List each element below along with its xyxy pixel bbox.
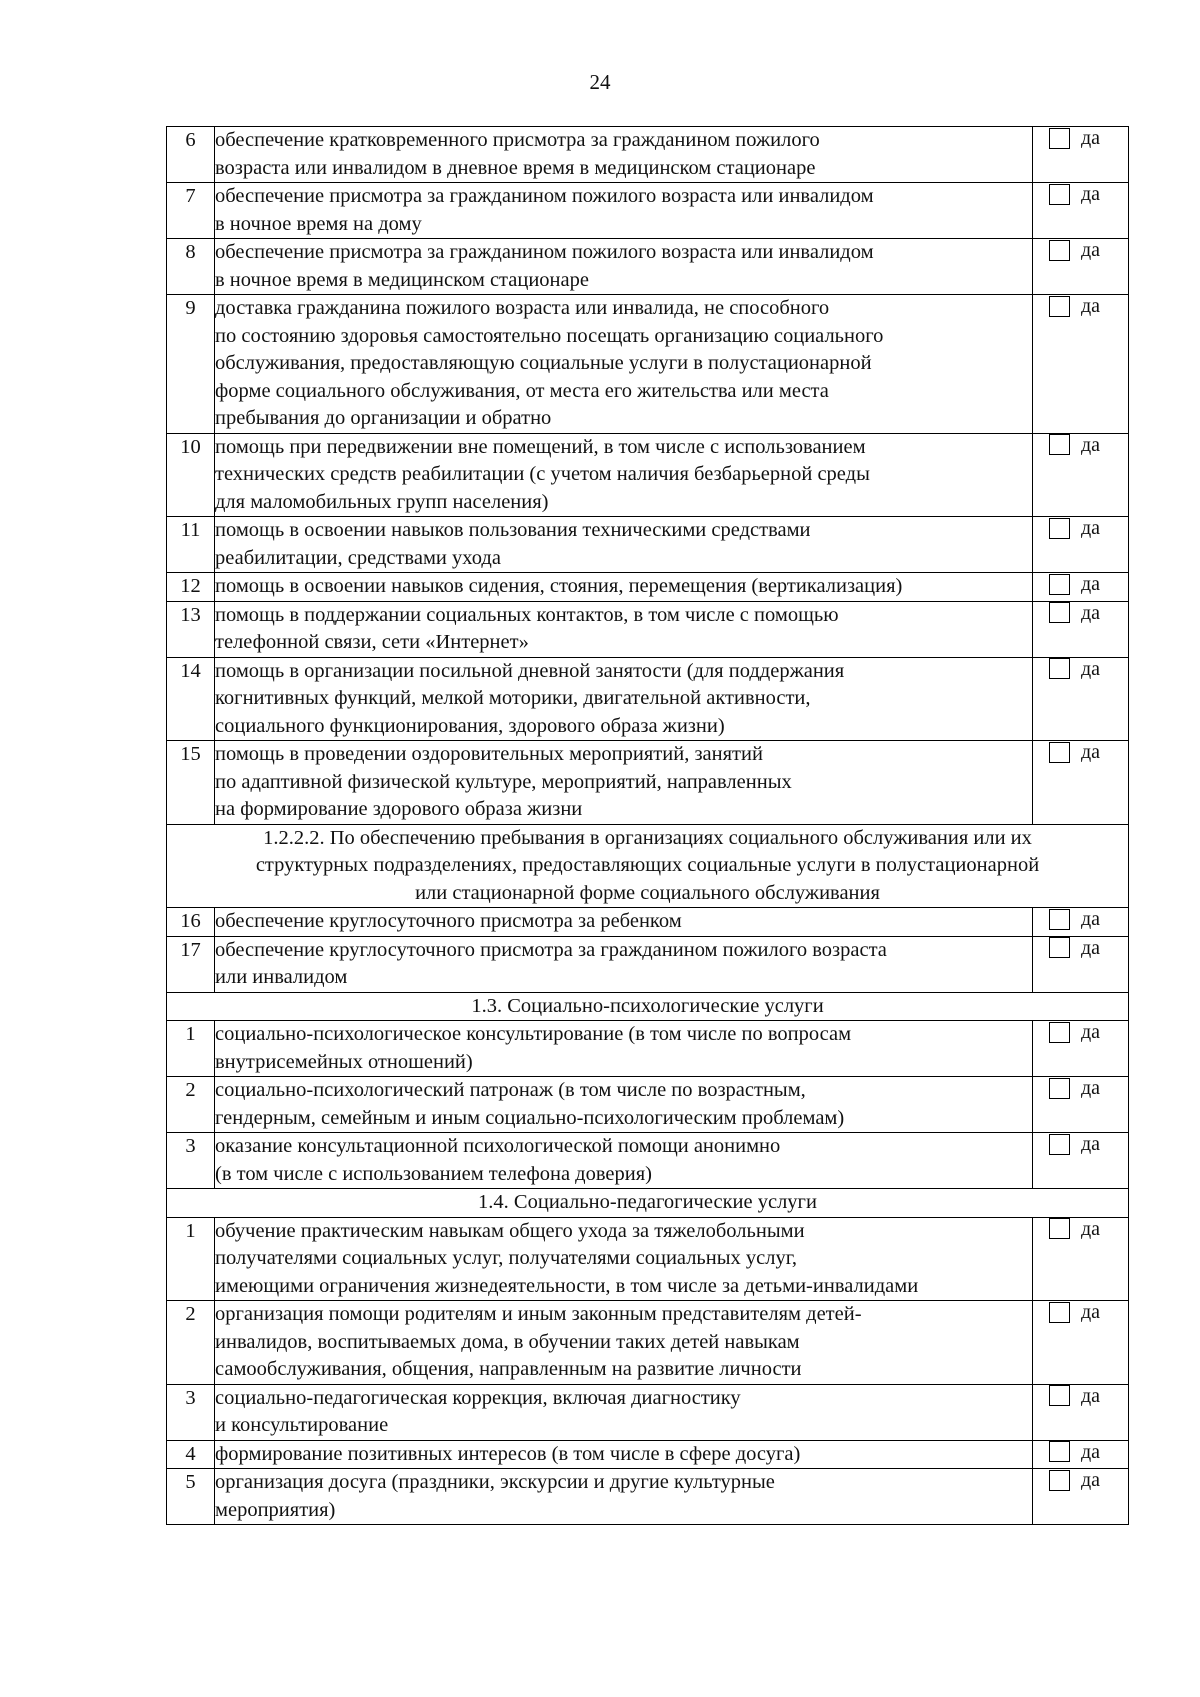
service-description: организация досуга (праздники, экскурсии и другие культурные мероприятия) [215,1469,1033,1525]
section-header-row [167,1189,1129,1218]
yes-option [1033,908,1128,930]
choice-cell [1033,1217,1129,1301]
service-row [167,127,1129,183]
yes-checkbox[interactable] [1049,1134,1070,1155]
yes-option [1033,602,1128,624]
yes-label: да [1081,183,1101,205]
row-number: 2 [167,1301,215,1385]
service-description: помощь в организации посильной дневной занятости (для поддержания когнитивных функций, мелкой моторики, двигательной активности, социального функционирования, здорового образа жизни) [215,657,1033,741]
yes-label: да [1081,936,1101,959]
row-number: 7 [167,183,215,239]
section-title: 1.2.2.2. По обеспечению пребывания в организациях социального обслуживания или их структурных подразделениях, предоставляющих социальные услуги в полустационарной или стационарной форме социального обслуживания [167,824,1129,908]
yes-label: да [1081,908,1101,930]
yes-checkbox[interactable] [1049,1078,1070,1099]
page-number: 24 [589,70,611,94]
yes-checkbox[interactable] [1049,296,1070,317]
section-title: 1.4. Социально-педагогические услуги [167,1189,1129,1218]
row-number: 16 [167,908,215,937]
yes-checkbox[interactable] [1049,602,1070,623]
yes-option [1033,295,1128,317]
service-description: обеспечение присмотра за гражданином пожилого возраста или инвалидом в ночное время в медицинском стационаре [215,239,1033,295]
service-description: обеспечение кратковременного присмотра за гражданином пожилого возраста или инвалидом в дневное время в медицинском стационаре [215,127,1033,183]
yes-option [1033,1385,1128,1407]
yes-checkbox[interactable] [1049,658,1070,679]
choice-cell [1033,127,1129,183]
yes-label: да [1081,1384,1101,1407]
service-description: обеспечение присмотра за гражданином пожилого возраста или инвалидом в ночное время на дому [215,183,1033,239]
yes-label: да [1081,239,1101,261]
service-description: помощь при передвижении вне помещений, в том числе с использованием технических средств реабилитации (с учетом наличия безбарьерной среды для маломобильных групп населения) [215,433,1033,517]
service-row [167,1440,1129,1469]
yes-label: да [1081,127,1101,149]
row-number: 13 [167,601,215,657]
yes-option [1033,517,1128,539]
yes-checkbox[interactable] [1049,909,1070,930]
yes-label: да [1081,1440,1101,1463]
choice-cell [1033,908,1129,937]
row-number: 1 [167,1217,215,1301]
choice-cell [1033,239,1129,295]
row-number: 17 [167,936,215,992]
choice-cell [1033,295,1129,434]
service-row [167,741,1129,825]
yes-option [1033,239,1128,261]
service-row [167,1301,1129,1385]
service-row [167,601,1129,657]
yes-option [1033,1301,1128,1323]
row-number: 9 [167,295,215,434]
service-row [167,1077,1129,1133]
service-row [167,657,1129,741]
services-table [166,126,1129,1525]
row-number: 12 [167,573,215,602]
service-description: организация помощи родителям и иным законным представителям детей- инвалидов, воспитываемых дома, в обучении таких детей навыкам самообслуживания, общения, направленным на развитие личности [215,1301,1033,1385]
service-row [167,183,1129,239]
yes-label: да [1081,295,1101,317]
choice-cell [1033,1077,1129,1133]
yes-option [1033,741,1128,763]
row-number: 3 [167,1384,215,1440]
section-header-row [167,824,1129,908]
yes-checkbox[interactable] [1049,1470,1070,1491]
service-description: социально-психологическое консультирование (в том числе по вопросам внутрисемейных отношений) [215,1021,1033,1077]
row-number: 5 [167,1469,215,1525]
service-row [167,936,1129,992]
service-row [167,1469,1129,1525]
yes-label: да [1081,517,1101,539]
yes-checkbox[interactable] [1049,184,1070,205]
yes-option [1033,573,1128,595]
yes-option [1033,1469,1128,1491]
row-number: 14 [167,657,215,741]
service-description: обучение практическим навыкам общего ухода за тяжелобольными получателями социальных услуг, получателями социальных услуг, имеющими ограничения жизнедеятельности, в том числе за детьми-инвалидами [215,1217,1033,1301]
service-description: помощь в освоении навыков сидения, стояния, перемещения (вертикализация) [215,573,1033,602]
service-description: обеспечение круглосуточного присмотра за гражданином пожилого возраста или инвалидом [215,936,1033,992]
service-description: помощь в проведении оздоровительных мероприятий, занятий по адаптивной физической культуре, мероприятий, направленных на формирование здорового образа жизни [215,741,1033,825]
yes-label: да [1081,1077,1101,1099]
yes-label: да [1081,433,1101,456]
service-row [167,1021,1129,1077]
yes-checkbox[interactable] [1049,1302,1070,1323]
service-row [167,517,1129,573]
yes-checkbox[interactable] [1049,574,1070,595]
choice-cell [1033,517,1129,573]
service-description: социально-педагогическая коррекция, включая диагностику и консультирование [215,1384,1033,1440]
choice-cell [1033,1469,1129,1525]
yes-label: да [1081,573,1101,595]
choice-cell [1033,573,1129,602]
service-row [167,433,1129,517]
service-row [167,908,1129,937]
yes-option [1033,127,1128,149]
service-description: помощь в освоении навыков пользования техническими средствами реабилитации, средствами ухода [215,517,1033,573]
choice-cell [1033,657,1129,741]
service-description: формирование позитивных интересов (в том числе в сфере досуга) [215,1440,1033,1469]
yes-label: да [1081,657,1101,680]
yes-checkbox[interactable] [1049,518,1070,539]
service-description: социально-психологический патронаж (в том числе по возрастным, гендерным, семейным и иным социально-психологическим проблемам) [215,1077,1033,1133]
choice-cell [1033,1133,1129,1189]
yes-checkbox[interactable] [1049,1385,1070,1406]
yes-label: да [1081,1301,1101,1323]
yes-option [1033,658,1128,680]
row-number: 6 [167,127,215,183]
service-row [167,573,1129,602]
row-number: 8 [167,239,215,295]
yes-option [1033,183,1128,205]
service-description: помощь в поддержании социальных контактов, в том числе с помощью телефонной связи, сети «Интернет» [215,601,1033,657]
choice-cell [1033,183,1129,239]
yes-checkbox[interactable] [1049,128,1070,149]
choice-cell [1033,1021,1129,1077]
yes-option [1033,1133,1128,1155]
row-number: 10 [167,433,215,517]
yes-label: да [1081,1021,1101,1043]
choice-cell [1033,601,1129,657]
yes-option [1033,434,1128,456]
choice-cell [1033,433,1129,517]
service-description: доставка гражданина пожилого возраста или инвалида, не способного по состоянию здоровья самостоятельно посещать организацию социального обслуживания, предоставляющую социальные услуги в полустационарной форме социального обслуживания, от места его жительства или места пребывания до организации и обратно [215,295,1033,434]
service-description: оказание консультационной психологической помощи анонимно (в том числе с использованием телефона доверия) [215,1133,1033,1189]
yes-label: да [1081,601,1101,624]
yes-option [1033,937,1128,959]
row-number: 1 [167,1021,215,1077]
yes-option [1033,1077,1128,1099]
yes-checkbox[interactable] [1049,742,1070,763]
service-row [167,1133,1129,1189]
yes-option [1033,1218,1128,1240]
row-number: 2 [167,1077,215,1133]
yes-option [1033,1021,1128,1043]
yes-checkbox[interactable] [1049,937,1070,958]
yes-label: да [1081,741,1101,763]
row-number: 15 [167,741,215,825]
choice-cell [1033,1384,1129,1440]
service-row [167,1217,1129,1301]
yes-checkbox[interactable] [1049,1218,1070,1239]
choice-cell [1033,936,1129,992]
choice-cell [1033,1440,1129,1469]
choice-cell [1033,741,1129,825]
yes-checkbox[interactable] [1049,434,1070,455]
service-description: обеспечение круглосуточного присмотра за ребенком [215,908,1033,937]
yes-option [1033,1441,1128,1463]
yes-label: да [1081,1133,1101,1155]
row-number: 4 [167,1440,215,1469]
section-header-row [167,992,1129,1021]
choice-cell [1033,1301,1129,1385]
yes-label: да [1081,1469,1101,1491]
row-number: 3 [167,1133,215,1189]
service-row [167,295,1129,434]
yes-checkbox[interactable] [1049,1022,1070,1043]
row-number: 11 [167,517,215,573]
section-title: 1.3. Социально-психологические услуги [167,992,1129,1021]
yes-checkbox[interactable] [1049,1441,1070,1462]
yes-label: да [1081,1217,1101,1240]
services-table-body [167,127,1129,1525]
yes-checkbox[interactable] [1049,240,1070,261]
service-row [167,1384,1129,1440]
service-row [167,239,1129,295]
